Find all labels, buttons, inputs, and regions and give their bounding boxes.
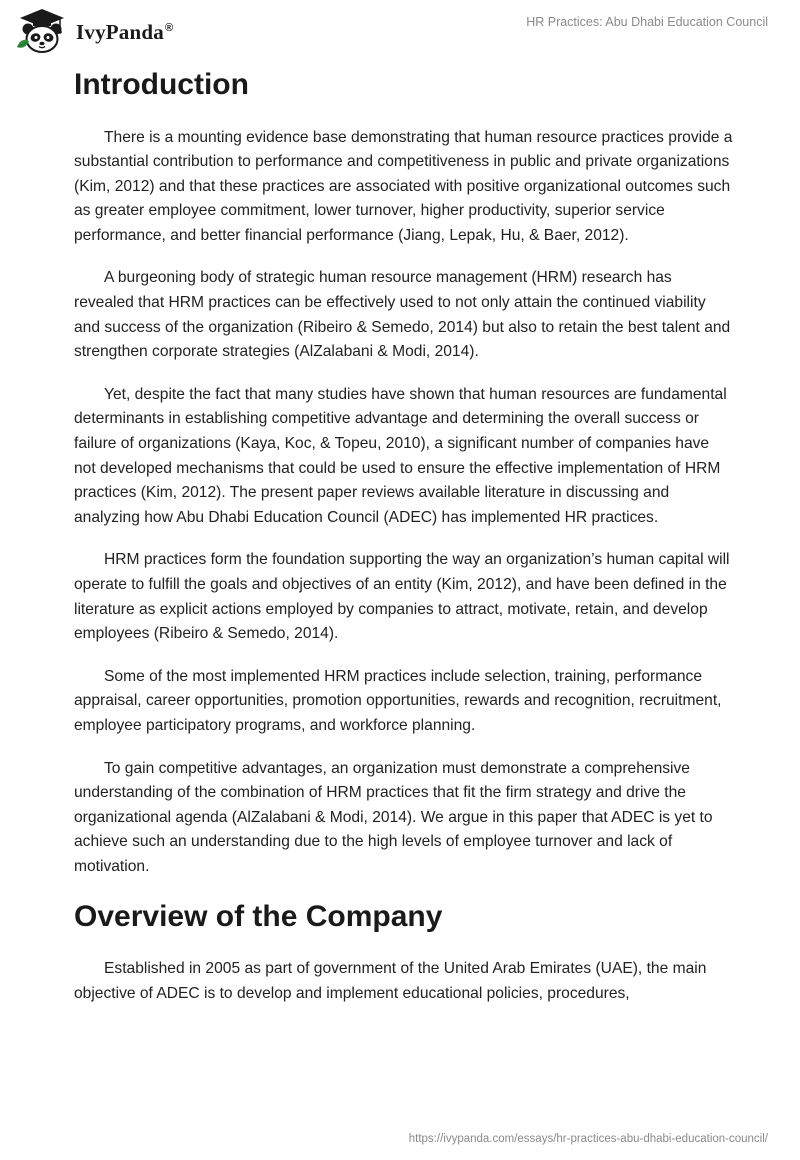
running-title: HR Practices: Abu Dhabi Education Council bbox=[526, 15, 768, 29]
page-header bbox=[0, 0, 800, 64]
ivypanda-logo[interactable] bbox=[14, 7, 173, 55]
paragraph: HRM practices form the foundation supporting the way an organization’s human capital will operate to fulfill the goals and objectives of an entity (Kim, 2012), and have been defined in the literature as explicit actions employed by companies to attract, motivate, retain, and develop employees (Ribeiro & Semedo, 2014). bbox=[74, 551, 730, 643]
source-url[interactable]: https://ivypanda.com/essays/hr-practices-abu-dhabi-education-council/ bbox=[408, 1133, 768, 1145]
paragraph: Yet, despite the fact that many studies have shown that human resources are fundamental determinants in establishing competitive advantage and determining the overall success or failure of organizations (Kaya, Koc, & Topeu, 2010), a significant number of companies have not developed mechanisms that could be used to ensure the effective implementation of HRM practices (Kim, 2012). The present paper reviews available literature in discussing and analyzing how Abu Dhabi Education Council (ADEC) has implemented HR practices. bbox=[74, 385, 727, 526]
panda-logo-icon bbox=[14, 7, 70, 55]
essay-body bbox=[74, 66, 734, 1024]
paragraph: To gain competitive advantages, an organization must demonstrate a comprehensive understanding of the combination of HRM practices that fit the firm strategy and drive the organizational agenda (AlZalabani & Modi, 2014). We argue in this paper that ADEC is yet to achieve such an understanding due to the high levels of employee turnover and lack of motivation. bbox=[74, 759, 713, 875]
section-heading-overview: Overview of the Company bbox=[74, 899, 443, 933]
section-heading-introduction: Introduction bbox=[74, 68, 249, 101]
paragraph: A burgeoning body of strategic human resource management (HRM) research has revealed that HRM practices can be effectively used to not only attain the continued viability and success of the organization (Ribeiro & Semedo, 2014) but also to retain the best talent and strengthen corporate strategies (AlZalabani & Modi, 2014). bbox=[74, 269, 731, 361]
paragraph: There is a mounting evidence base demonstrating that human resource practices provide a substantial contribution to performance and competitiveness in public and private organizations (Kim, 2012) and that these practices are associated with positive organizational outcomes such as greater employee commitment, lower turnover, higher productivity, superior service performance, and better financial performance (Jiang, Lepak, Hu, & Baer, 2012). bbox=[74, 128, 733, 244]
paragraph: Established in 2005 as part of government of the United Arab Emirates (UAE), the main objective of ADEC is to develop and implement educational policies, procedures, bbox=[74, 960, 707, 1002]
paragraph: Some of the most implemented HRM practices include selection, training, performance appraisal, career opportunities, promotion opportunities, rewards and recognition, recruitment, employee participatory programs, and workforce planning. bbox=[74, 667, 722, 734]
logo-wordmark: IvyPanda® bbox=[76, 19, 174, 44]
